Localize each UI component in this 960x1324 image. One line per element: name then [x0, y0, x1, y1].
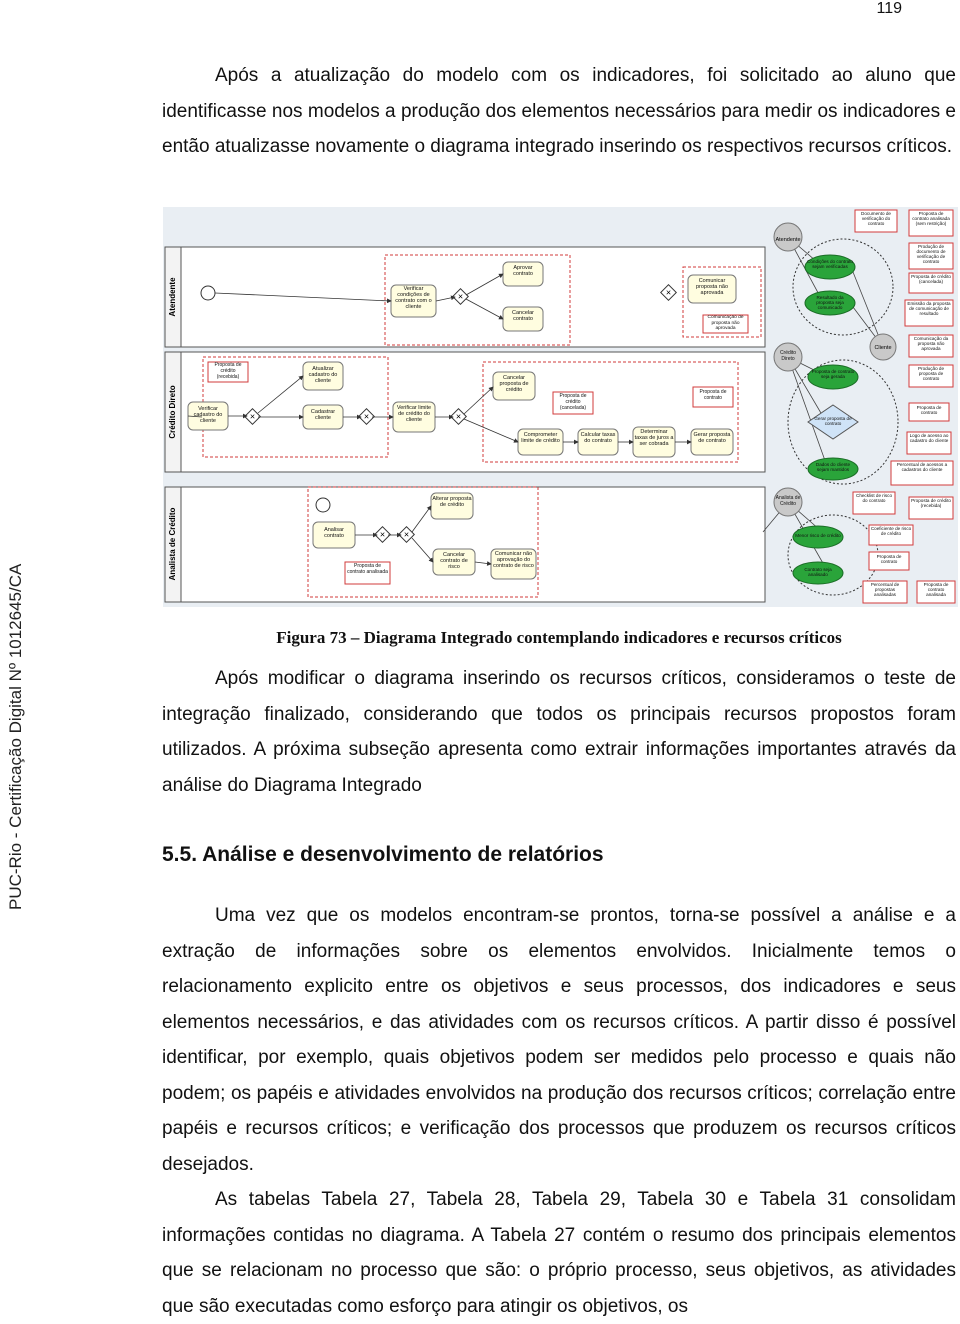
- task-label: Analisar contrato: [324, 527, 344, 539]
- task-cancelar-proposta: [493, 372, 535, 400]
- resource-percentual-acessos: Percentual de acessos a cadastros do cliente: [891, 461, 953, 485]
- svg-text:×: ×: [363, 411, 370, 422]
- role-analista: Analista de Crédito: [774, 488, 802, 516]
- task-comunicar-risco: [491, 549, 536, 579]
- role-cliente: [870, 334, 896, 360]
- task-label: Cancelar contrato de risco: [440, 552, 468, 570]
- task-label: Calcular taxas do contrato: [580, 432, 616, 444]
- svg-text:×: ×: [249, 411, 256, 422]
- resource-producao-documento: Produção de documento de verificação de contrato: [909, 243, 953, 269]
- section-paragraph-2: As tabelas Tabela 27, Tabela 28, Tabela 29, Tabela 30 e Tabela 31 consolidam informações contidas no diagrama. A Tabela 27 contém o resumo dos principais elementos que se relacionam no processo que são: o próprio processo, seus objetivos, as atividades que são executadas como esforço para atingir os objetivos, os: [162, 1189, 956, 1317]
- task-cancelar-risco: [433, 549, 475, 575]
- resource-logo-acesso: Logo de acesso ao cadastro do cliente: [907, 432, 951, 454]
- svg-text:×: ×: [455, 411, 462, 422]
- task-label: Verificar condições de contrato com o cliente: [395, 286, 432, 310]
- task-comunicar-nao-aprovada: [688, 275, 736, 303]
- task-aprovar-contrato: [503, 262, 543, 286]
- task-label: Cadastrar cliente: [310, 409, 336, 421]
- resource-proposta-cancelada: [553, 392, 593, 414]
- resource-proposta-recebida: [208, 362, 248, 382]
- resource-producao-proposta: Produção de proposta de contrato: [909, 365, 953, 387]
- goal-condicoes: Condições do contrato sejam verificadas: [805, 255, 855, 279]
- resource-proposta-contrato-3: Proposta de contrato: [869, 552, 909, 570]
- section-paragraph-1: Uma vez que os modelos encontram-se prontos, torna-se possível a análise e a extração de informações sobre os elementos envolvidos. Inicialmente temos o relacionamento explicito entre os objetivos e seus processos, dos indicadores e seus elementos necessários, e das atividades com os recursos críticos. A partir disso é possível identificar, por exemplo, quais objetivos podem ser medidos pelo processo e quais não podem; os papéis e atividades envolvidos na produção dos recursos críticos; correlação entre papéis e recursos críticos; e verificação dos processos que produzem os recursos críticos desejados.: [162, 905, 956, 1175]
- resource-documento-verificacao: Documento de verificação do contrato: [855, 210, 897, 232]
- role-credito-direto: Crédito Direto: [774, 343, 802, 371]
- task-label: Gerar proposta de contrato: [693, 432, 731, 444]
- task-comprometer-limite: [518, 429, 563, 455]
- resource-comunicacao-proposta: Comunicação da proposta não aprovada: [909, 335, 953, 357]
- svg-text:Cliente: Cliente: [874, 345, 892, 351]
- resource-label: Proposta de contrato: [699, 389, 727, 401]
- resource-proposta-credito-cancelada: Proposta de crédito (cancelada): [909, 273, 953, 293]
- task-label: Cancelar proposta de crédito: [499, 375, 529, 393]
- goal-proposta-gerada: Proposta de contrato seja gerada: [808, 365, 858, 389]
- goal-dados-mantidos: Dados do cliente sejam mantidos: [808, 458, 858, 480]
- task-verificar-condicoes: [391, 285, 436, 317]
- section-heading: 5.5. Análise e desenvolvimento de relatórios: [162, 843, 604, 866]
- integrated-diagram-figure: [163, 207, 958, 607]
- resource-proposta-analisada: [345, 562, 390, 584]
- goal-resultado: Resultado da proposta seja comunicado: [805, 291, 855, 315]
- task-label: Aprovar contrato: [513, 265, 533, 277]
- resource-proposta-sem-restricao: Proposta de contrato analisada (sem restrição): [909, 210, 953, 236]
- task-verificar-cadastro: [188, 402, 228, 430]
- task-calcular-taxas: [578, 429, 618, 455]
- start-event-icon: [316, 498, 330, 512]
- task-verificar-limite: [393, 402, 435, 432]
- svg-text:Atendente: Atendente: [775, 237, 801, 243]
- lane-label: Atendente: [168, 277, 177, 317]
- task-label: Alterar proposta de crédito: [432, 496, 472, 508]
- resource-proposta-recebida-2: Proposta de crédito (recebida): [909, 497, 953, 519]
- task-cadastrar-cliente: [303, 405, 343, 429]
- svg-text:×: ×: [665, 287, 672, 298]
- resource-proposta-contrato: [693, 387, 733, 407]
- goal-gerar-proposta: Gerar proposta de contrato: [808, 405, 858, 439]
- resource-label: Proposta de crédito (recebida): [214, 362, 242, 380]
- task-label: Determinar taxas de juros a ser cobrada: [634, 429, 674, 447]
- after-figure-paragraph: Após modificar o diagrama inserindo os recursos críticos, consideramos o teste de integração finalizado, considerando que todos os principais recursos propostos foram utilizados. A próxima subseção apresenta como extrair informações importantes através da análise do Diagrama Integrado: [162, 668, 956, 796]
- task-analisar-contrato: [313, 522, 355, 548]
- task-gerar-proposta: [691, 429, 733, 455]
- svg-text:×: ×: [379, 529, 386, 540]
- figure-caption: Figura 73 – Diagrama Integrado contemplando indicadores e recursos críticos: [276, 628, 842, 647]
- intro-paragraph: Após a atualização do modelo com os indicadores, foi solicitado ao aluno que identificasse nos modelos a produção dos elementos necessários para medir os indicadores e então atualizasse novamente o diagrama integrado inserindo os respectivos recursos críticos.: [162, 65, 956, 157]
- resource-label: Comunicação de proposta não aprovada: [707, 315, 744, 331]
- task-atualizar-cadastro: [303, 362, 343, 390]
- resource-emissao-proposta: Emissão da proposta de comunicação de resultado: [905, 300, 953, 326]
- task-cancelar-contrato: [503, 307, 543, 331]
- task-alterar-proposta: [431, 493, 473, 519]
- resource-checklist: Checklist de risco do contrato: [853, 492, 895, 514]
- page-number: 119: [876, 0, 902, 17]
- lane-label: Analista de Crédito: [168, 507, 177, 581]
- task-label: Cancelar contrato: [511, 310, 534, 322]
- task-label: Comprometer limite de crédito: [521, 432, 560, 444]
- task-label: Comunicar não aprovação do contrato de risco: [493, 551, 534, 569]
- resource-comunicacao-nao-aprovada: [703, 315, 748, 333]
- resource-proposta-analisada-2: Proposta de contrato analisada: [917, 581, 955, 603]
- integrated-diagram: [163, 207, 958, 607]
- lane-label: Crédito Direto: [168, 385, 177, 439]
- resource-percentual-propostas: Percentual de propostas analisadas: [863, 581, 907, 603]
- task-label: Comunicar proposta não aprovada: [695, 278, 729, 296]
- svg-text:×: ×: [457, 291, 464, 302]
- svg-text:×: ×: [403, 529, 410, 540]
- certification-stamp: PUC-Rio - Certificação Digital Nº 1012645/CA: [6, 563, 25, 910]
- resource-proposta-contrato-2: Proposta de contrato: [909, 403, 949, 421]
- goal-menor-risco: Menor risco de crédito: [793, 526, 843, 548]
- role-atendente: [774, 223, 802, 251]
- task-determinar-taxas: [633, 427, 675, 457]
- task-label: Verificar limite de crédito do cliente: [396, 405, 432, 423]
- resource-coeficiente: Coeficiente de risco de crédito: [869, 525, 913, 545]
- task-label: Verificar cadastro do cliente: [193, 406, 223, 424]
- resource-label: Proposta de crédito (cancelada): [559, 393, 587, 411]
- start-event-icon: [201, 286, 215, 300]
- task-label: Atualizar cadastro do cliente: [308, 366, 338, 384]
- goal-contrato-analisado: Contrato seja analisado: [793, 562, 843, 584]
- resource-label: Proposta de contrato analisada: [347, 563, 388, 575]
